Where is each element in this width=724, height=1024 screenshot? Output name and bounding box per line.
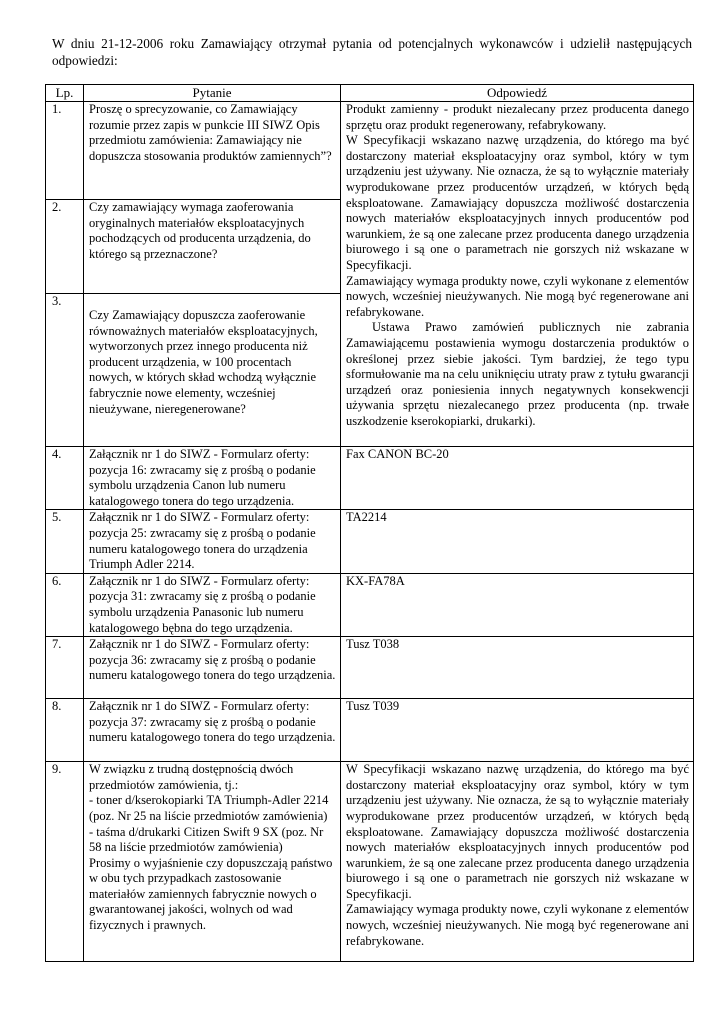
answer-cell: Fax CANON BC-20	[341, 447, 694, 510]
intro-paragraph: W dniu 21-12-2006 roku Zamawiający otrzymał pytania od potencjalnych wykonawców i udzielił następujących odpowiedzi:	[52, 36, 692, 68]
table-row	[46, 762, 694, 962]
question-cell: Załącznik nr 1 do SIWZ - Formularz oferty: pozycja 16: zwracamy się z prośbą o podanie symbolu urządzenia Canon lub numeru katalogowego tonera do tego urządzenia.	[84, 447, 341, 510]
row-number: 6.	[46, 573, 84, 636]
question-cell: Załącznik nr 1 do SIWZ - Formularz oferty: pozycja 37: zwracamy się z prośbą o podanie numeru katalogowego tonera do tego urządzenia.	[84, 699, 341, 762]
header-answer: Odpowiedź	[341, 85, 694, 102]
table-row	[46, 102, 694, 200]
table-row	[46, 573, 694, 636]
answer-paragraph: W Specyfikacji wskazano nazwę urządzenia, do którego ma być dostarczony materiał eksploatacyjny oraz symbol, który w tym urządzeniu jest używany. Nie oznacza, że są to wyłącznie materiały wyprodukowane przez producentów urządzeń, w których będą eksploatowane. Zamawiający dopuszcza możliwość dostarczenia nowych materiałów eksploatacyjnych innych producentów pod warunkiem, że są one zalecane przez producenta danego urządzenia biurowego i są one o parametrach nie gorszych niż wskazane w Specyfikacji.	[346, 762, 689, 901]
answer-cell-shared	[341, 102, 694, 447]
question-cell: Czy zamawiający wymaga zaoferowania oryginalnych materiałów eksploatacyjnych pochodzących od producenta urządzenia, do którego są przeznaczone?	[84, 200, 341, 294]
answer-paragraph: Zamawiający wymaga produkty nowe, czyli wykonane z elementów nowych, wcześniej nieużywanych. Nie mogą być regenerowane ani refabrykowane.	[346, 273, 689, 319]
answer-paragraph: Zamawiający wymaga produkty nowe, czyli wykonane z elementów nowych, wcześniej nieużywanych. Nie mogą być regenerowane ani refabrykowane.	[346, 902, 689, 948]
header-lp: Lp.	[46, 85, 84, 102]
row-number: 5.	[46, 510, 84, 573]
question-cell: Załącznik nr 1 do SIWZ - Formularz oferty: pozycja 36: zwracamy się z prośbą o podanie numeru katalogowego tonera do tego urządzenia.	[84, 637, 341, 699]
answer-paragraph: Ustawa Prawo zamówień publicznych nie zabrania Zamawiającemu postawienia wymogu dostarczenia produktów o określonej przez siebie jakości. Tym bardziej, że tego typu sformułowanie ma na celu uniknięciu utraty praw z tytułu gwarancji urządzeń oraz poniesienia innych negatywnych konsekwencji używania sprzętu niezalecanego przez producenta (np. trwałe uszkodzenie kserokopiarki, drukarki).	[346, 320, 689, 428]
answer-cell: TA2214	[341, 510, 694, 573]
header-question: Pytanie	[84, 85, 341, 102]
question-cell: Proszę o sprecyzowanie, co Zamawiający rozumie przez zapis w punkcie III SIWZ Opis przedmiotu zamówienia: Zamawiający nie dopuszcza stosowania produktów zamiennych”?	[84, 102, 341, 200]
answer-cell	[341, 762, 694, 962]
question-cell: Załącznik nr 1 do SIWZ - Formularz oferty: pozycja 31: zwracamy się z prośbą o podanie symbolu urządzenia Panasonic lub numeru katalogowego bębna do tego urządzenia.	[84, 573, 341, 636]
table-row	[46, 447, 694, 510]
table-header-row	[46, 85, 694, 102]
table-row	[46, 699, 694, 762]
answer-paragraph: W Specyfikacji wskazano nazwę urządzenia, do którego ma być dostarczony materiał eksploatacyjny oraz symbol, który w tym urządzeniu jest używany. Nie oznacza, że są to wyłącznie materiały wyprodukowane przez producentów urządzeń, w których będą eksploatowane. Zamawiający dopuszcza możliwość dostarczenia nowych materiałów eksploatacyjnych innych producentów pod warunkiem, że są one zalecane przez producenta danego urządzenia biurowego i są one o parametrach nie gorszych niż wskazane w Specyfikacji.	[346, 133, 689, 272]
question-cell: Czy Zamawiający dopuszcza zaoferowanie równoważnych materiałów eksploatacyjnych, wytworzonych przez innego producenta niż producent urządzenia, w 100 procentach nowych, w których skład wchodzą wyłącznie fabrycznie nowe elementy, wcześniej nieużywane, nieregenerowane?	[84, 294, 341, 447]
table-row	[46, 510, 694, 573]
table-row	[46, 637, 694, 699]
row-number: 4.	[46, 447, 84, 510]
answer-cell: Tusz T039	[341, 699, 694, 762]
answer-cell: KX-FA78A	[341, 573, 694, 636]
questions-answers-table	[45, 84, 694, 962]
question-cell: W związku z trudną dostępnością dwóch przedmiotów zamówienia, tj.: - toner d/kserokopiarki TA Triumph-Adler 2214 (poz. Nr 25 na liście przedmiotów zamówienia) - taśma d/drukarki Citizen Swift 9 SX (poz. Nr 58 na liście przedmiotów zamówienia) Prosimy o wyjaśnienie czy dopuszczają państwo w obu tych przypadkach zastosowanie materiałów zamiennych fabrycznie nowych o gwarantowanej jakości, wolnych od wad fizycznych i prawnych.	[84, 762, 341, 962]
answer-cell: Tusz T038	[341, 637, 694, 699]
row-number: 2.	[46, 200, 84, 294]
answer-paragraph: Produkt zamienny - produkt niezalecany przez producenta danego sprzętu oraz produkt regenerowany, refabrykowany.	[346, 102, 689, 132]
question-cell: Załącznik nr 1 do SIWZ - Formularz oferty: pozycja 25: zwracamy się z prośbą o podanie numeru katalogowego tonera do urządzenia Triumph Adler 2214.	[84, 510, 341, 573]
row-number: 9.	[46, 762, 84, 962]
row-number: 7.	[46, 637, 84, 699]
row-number: 3.	[46, 294, 84, 447]
row-number: 1.	[46, 102, 84, 200]
row-number: 8.	[46, 699, 84, 762]
